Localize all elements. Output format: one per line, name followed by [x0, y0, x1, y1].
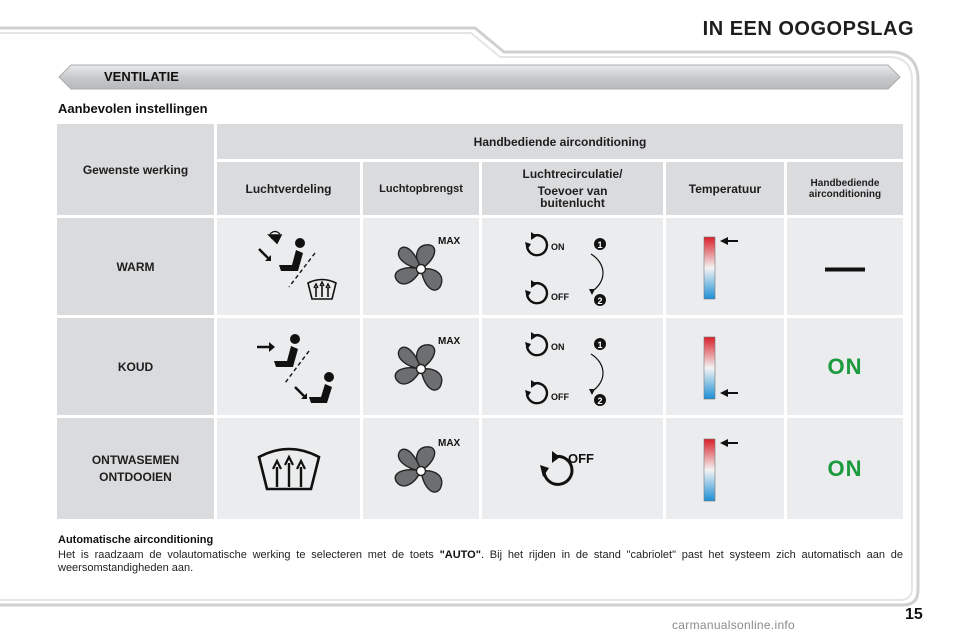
ac-off-dash: — [825, 244, 865, 289]
blower-header: Luchtopbrengst [363, 162, 479, 215]
section-label: VENTILATIE [104, 69, 179, 84]
row-label-cold [57, 318, 214, 415]
cold-ac-cell [787, 318, 903, 415]
temperature-high-icon [690, 227, 760, 307]
demist-recirc-cell [482, 418, 663, 519]
recirc-off-label: OFF [550, 291, 569, 302]
temperature-low-icon [690, 327, 760, 407]
recirc-off-label: OFF [567, 450, 594, 466]
section-subtitle: Aanbevolen instellingen [58, 101, 208, 116]
cold-blower-cell [363, 318, 479, 415]
auto-ac-text-part1: Het is raadzaam de volautomatische werking te selecteren met de toets [58, 549, 440, 561]
recirc-on-off-icon [513, 324, 633, 410]
recirculation-header [482, 162, 663, 215]
windshield-defrost-icon [249, 439, 329, 499]
fan-max-label: MAX [438, 235, 461, 247]
fan-max-icon [376, 227, 466, 307]
page-number: 15 [905, 606, 923, 623]
row-label-cold-text: KOUD [117, 359, 154, 374]
recirc-off-icon [528, 439, 618, 499]
recirc-header-line3: buitenlucht [540, 196, 605, 210]
demist-blower-cell [363, 418, 479, 519]
temperature-header: Temperatuur [666, 162, 784, 215]
ac-on-indicator: ON [827, 455, 863, 481]
auto-ac-title: Automatische airconditioning [58, 534, 214, 546]
cold-recirc-cell [482, 318, 663, 415]
airflow-feet-defrost-icon [229, 225, 349, 309]
warm-recirc-cell [482, 218, 663, 315]
ac-header-line1: Handbediende [810, 177, 880, 189]
desired-operation-header: Gewenste werking [57, 124, 214, 215]
step-1-badge: 1 [596, 339, 603, 350]
manual-ac-header [787, 162, 903, 215]
watermark: carmanualsonline.info [672, 618, 796, 632]
distribution-header: Luchtverdeling [217, 162, 360, 215]
auto-ac-description [58, 549, 903, 575]
row-label-warm [57, 218, 214, 315]
fan-max-icon [376, 327, 466, 407]
auto-key-label: "AUTO" [439, 549, 481, 561]
recirc-header-line1: Luchtrecirculatie/ [522, 167, 623, 181]
section-banner [58, 64, 901, 90]
demist-temperature-cell [666, 418, 784, 519]
fan-max-label: MAX [438, 437, 461, 449]
auto-ac-text-part2: . Bij het rijden in de stand "cabriolet" past het systeem zich automatisch aan de weersomstandigheden aan. [58, 549, 903, 574]
fan-max-label: MAX [438, 335, 461, 347]
row-label-demist [57, 418, 214, 519]
demist-distribution-cell [217, 418, 360, 519]
temperature-high-icon [690, 429, 760, 509]
cold-temperature-cell [666, 318, 784, 415]
manual-ac-group-header: Handbediende airconditioning [217, 124, 903, 159]
recirc-off-label: OFF [550, 391, 569, 402]
step-2-badge: 2 [596, 295, 603, 306]
row-label-defrost-text: ONTDOOIEN [99, 469, 172, 484]
warm-blower-cell [363, 218, 479, 315]
demist-ac-cell [787, 418, 903, 519]
recirc-on-label: ON [550, 341, 564, 352]
airflow-face-feet-icon [229, 325, 349, 409]
step-1-badge: 1 [596, 239, 603, 250]
ac-header-line2: airconditioning [808, 188, 882, 200]
row-label-warm-text: WARM [116, 259, 155, 274]
recirc-header-line2: Toevoer van [537, 184, 608, 198]
cold-distribution-cell [217, 318, 360, 415]
fan-max-icon [376, 429, 466, 509]
warm-distribution-cell [217, 218, 360, 315]
recirc-on-off-icon [513, 224, 633, 310]
page-title: IN EEN OOGOPSLAG [702, 18, 914, 40]
step-2-badge: 2 [596, 395, 603, 406]
recirc-on-label: ON [550, 241, 564, 252]
warm-temperature-cell [666, 218, 784, 315]
row-label-demist-text: ONTWASEMEN [91, 452, 180, 467]
ac-on-indicator: ON [827, 353, 863, 379]
warm-ac-cell [787, 218, 903, 315]
